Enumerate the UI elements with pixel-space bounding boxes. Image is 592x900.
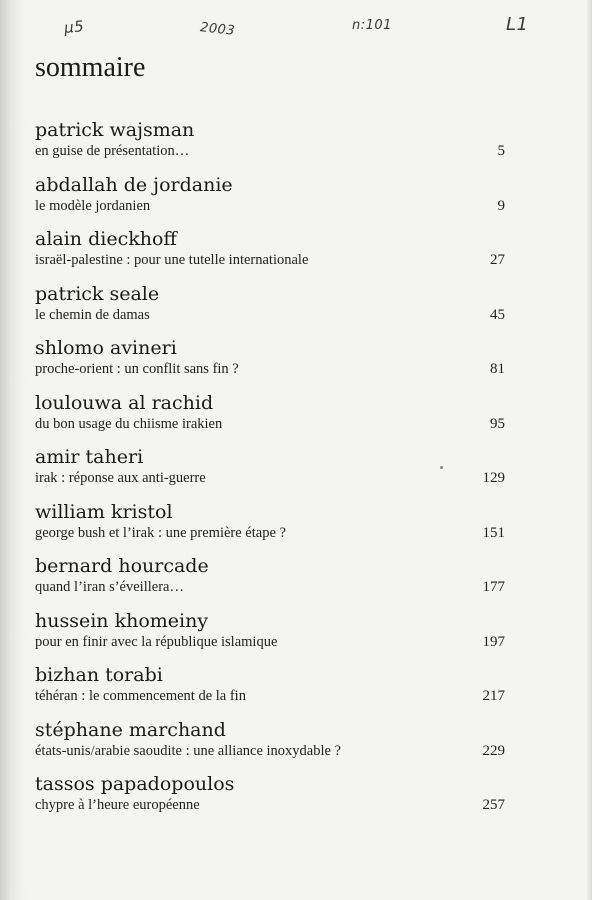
toc-article-title: le chemin de damas: [35, 306, 150, 323]
page-gutter-shadow: [0, 0, 26, 900]
toc-article-title: chypre à l’heure européenne: [35, 797, 200, 813]
toc-page-number: 27: [490, 252, 505, 268]
toc-entry: [35, 663, 505, 718]
toc-entry: [35, 173, 505, 228]
toc-article-title: george bush et l’irak : une première étape ?: [35, 524, 286, 541]
toc-article-title: proche-orient : un conflit sans fin ?: [35, 361, 239, 377]
toc-page-number: 197: [482, 633, 505, 650]
page-title: sommaire: [35, 52, 146, 83]
toc-author: bernard hourcade: [35, 555, 209, 577]
toc-article-title: israël-palestine : pour une tutelle internationale: [35, 252, 309, 268]
toc-entry: [35, 554, 505, 609]
toc-entry: [35, 227, 505, 282]
toc-page-number: 5: [497, 143, 505, 159]
toc-article-title: du bon usage du chiisme irakien: [35, 415, 223, 432]
toc-entry: [35, 772, 505, 827]
toc-author: stéphane marchand: [35, 718, 226, 741]
toc-page-number: 229: [482, 742, 505, 759]
toc-author: bizhan torabi: [35, 664, 163, 686]
toc-article-title: le modèle jordanien: [35, 197, 151, 214]
toc-page-number: 151: [482, 524, 505, 541]
toc-entry: [35, 118, 505, 173]
handwritten-note: n:101: [352, 18, 392, 33]
toc-page-number: 81: [490, 361, 505, 377]
toc-entry: [35, 445, 505, 500]
handwritten-note: L1: [506, 14, 529, 35]
toc-entry: [35, 336, 505, 391]
toc-page-number: 9: [497, 197, 505, 214]
toc-author: hussein khomeiny: [35, 609, 209, 632]
toc-entry: [35, 500, 505, 555]
toc-article-title: pour en finir avec la république islamique: [35, 633, 278, 650]
toc-entry: [35, 282, 505, 337]
toc-page-number: 177: [482, 579, 505, 595]
table-of-contents: [35, 118, 505, 827]
toc-author: patrick wajsman: [35, 119, 195, 141]
toc-author: amir taheri: [35, 446, 144, 468]
toc-article-title: en guise de présentation…: [35, 143, 190, 159]
toc-author: william kristol: [35, 500, 173, 523]
toc-page-number: 217: [482, 688, 505, 704]
handwritten-note: μ5: [63, 16, 85, 38]
toc-page-number: 257: [482, 797, 505, 813]
toc-article-title: quand l’iran s’éveillera…: [35, 579, 184, 595]
toc-entry: [35, 718, 505, 773]
toc-page-number: 129: [482, 470, 505, 486]
toc-author: abdallah de jordanie: [35, 173, 233, 196]
toc-entry: [35, 609, 505, 664]
toc-author: tassos papadopoulos: [35, 773, 235, 795]
handwritten-note: 2003: [199, 20, 236, 39]
toc-article-title: états-unis/arabie saoudite : une alliance inoxydable ?: [35, 742, 341, 759]
toc-author: shlomo avineri: [35, 337, 177, 359]
toc-author: patrick seale: [35, 282, 160, 305]
toc-page-number: 45: [490, 306, 505, 323]
toc-page-number: 95: [490, 415, 505, 432]
toc-article-title: irak : réponse aux anti-guerre: [35, 470, 206, 486]
toc-author: loulouwa al rachid: [35, 391, 214, 414]
toc-author: alain dieckhoff: [35, 228, 177, 250]
paper-speck: [440, 466, 443, 469]
toc-article-title: téhéran : le commencement de la fin: [35, 688, 246, 704]
page-edge-shadow: [586, 0, 592, 900]
toc-entry: [35, 391, 505, 446]
